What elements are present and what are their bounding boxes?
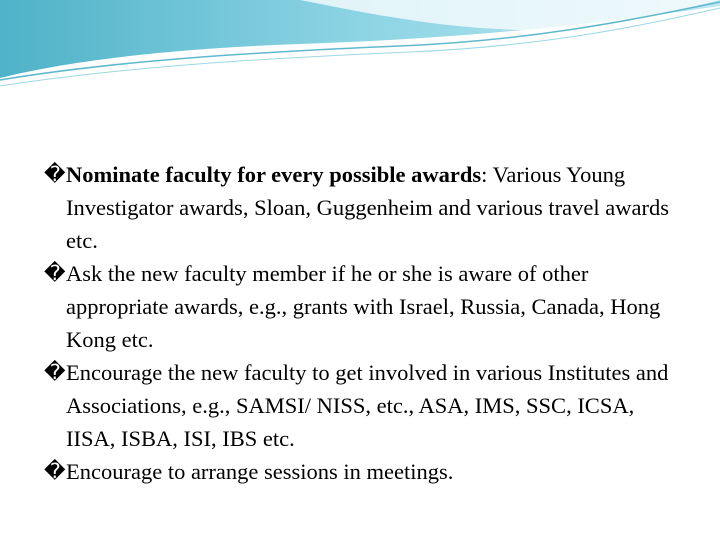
bullet-item-ask-faculty [44, 257, 684, 356]
bullet-item-awards [44, 158, 684, 257]
bullet-icon: � [44, 261, 66, 285]
header-wave-decoration [0, 0, 720, 90]
bullet-text: Ask the new faculty member if he or she is aware of other appropriate awards, e.g., grants with Israel, Russia, Canada, Hong Kong etc. [66, 261, 661, 352]
bullet-text: : Various Young Investigator awards, Sloan, Guggenheim and various travel awards etc. [66, 162, 669, 253]
bullet-icon: � [44, 360, 66, 384]
bullet-item-sessions [44, 455, 684, 488]
slide-body [44, 158, 684, 488]
bullet-text: Encourage the new faculty to get involved in various Institutes and Associations, e.g., SAMSI/ NISS, etc., ASA, IMS, SSC, ICSA, IISA, ISBA, ISI, IBS etc. [66, 360, 669, 451]
bullet-lead-text: Nominate faculty for every possible awards [66, 162, 482, 187]
bullet-text: Encourage to arrange sessions in meetings. [66, 459, 454, 484]
bullet-icon: � [44, 459, 66, 483]
bullet-item-institutes [44, 356, 684, 455]
bullet-icon: � [44, 162, 66, 186]
